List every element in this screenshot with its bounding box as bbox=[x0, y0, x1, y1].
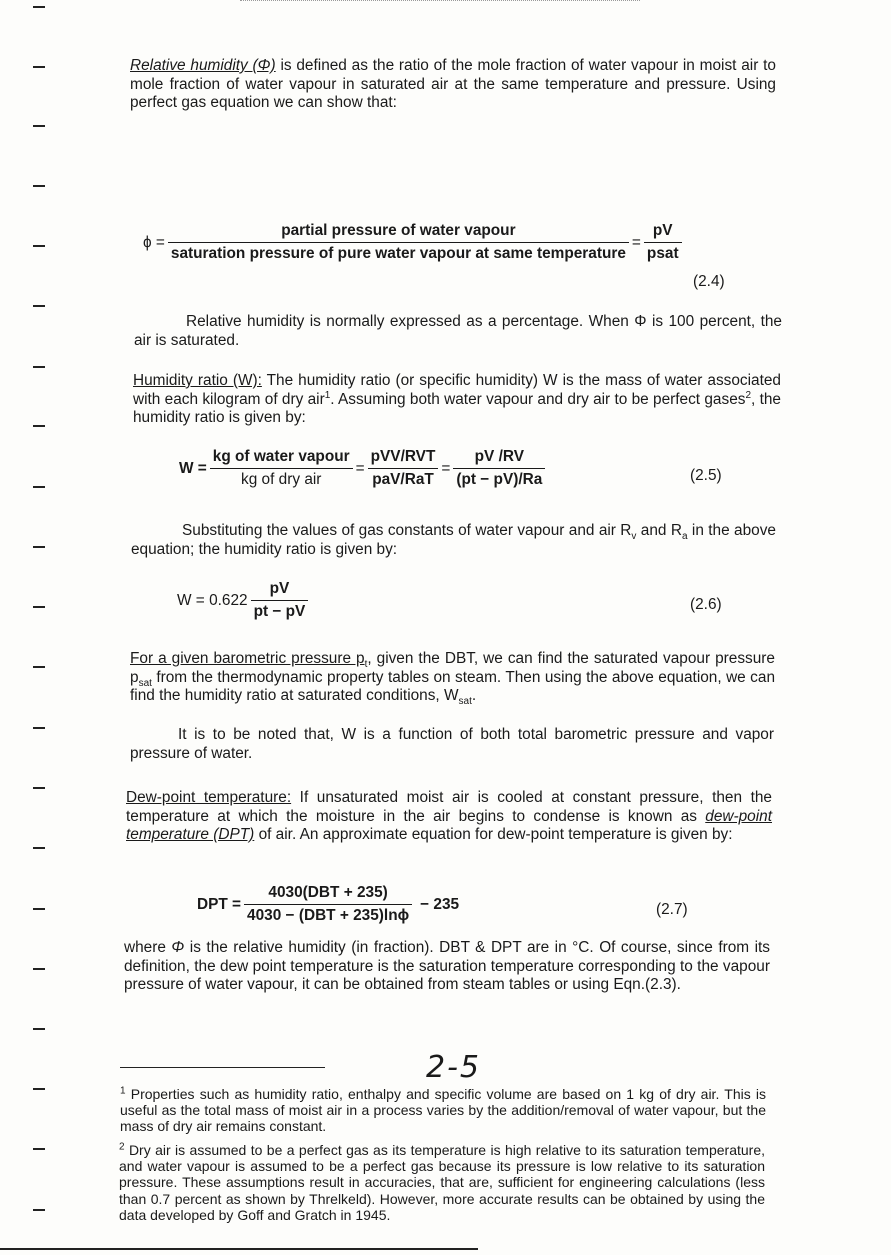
dew-point-text-a: If unsaturated moist air is cooled at constant pressure, then the temperature at which the moisture in the air begins to condense is known as bbox=[126, 789, 772, 825]
eq5-f1-numerator: kg of water vapour bbox=[210, 448, 353, 469]
humidity-ratio-paragraph bbox=[133, 372, 781, 428]
baro-sub-sat2: sat bbox=[458, 696, 472, 708]
margin-mark bbox=[33, 305, 45, 307]
eq4-fraction bbox=[168, 222, 629, 263]
eq5-fraction-3 bbox=[453, 448, 545, 489]
barometric-term-text: For a given barometric pressure p bbox=[130, 650, 365, 667]
relative-humidity-paragraph bbox=[130, 57, 776, 113]
where-paragraph bbox=[124, 939, 770, 995]
footnote-1 bbox=[120, 1086, 766, 1135]
footnote-ref-2: 2 bbox=[745, 389, 752, 401]
margin-mark bbox=[33, 1148, 45, 1150]
bottom-scan-edge bbox=[0, 1248, 478, 1250]
margin-mark bbox=[33, 366, 45, 368]
barometric-term-sub: t bbox=[364, 659, 368, 671]
eq4-ratio-numerator: pV bbox=[644, 222, 682, 243]
baro-text-a: , given the DBT, we can find the saturated vapour pressure p bbox=[130, 650, 775, 686]
dew-point-term: Dew-point temperature: bbox=[126, 789, 292, 806]
equation-2-7 bbox=[194, 884, 462, 925]
percentage-text-b: is 100 percent, the air is saturated. bbox=[134, 313, 782, 349]
humidity-ratio-text-a: The humidity ratio (or specific humidity) W is the mass of water associated with each kilogram of dry air bbox=[133, 372, 781, 408]
margin-mark bbox=[33, 1088, 45, 1090]
dew-point-paragraph bbox=[126, 789, 772, 845]
eq4-equals: = bbox=[631, 233, 641, 251]
margin-mark bbox=[33, 908, 45, 910]
humidity-ratio-term: Humidity ratio (W): bbox=[133, 372, 262, 389]
percentage-paragraph bbox=[134, 313, 782, 350]
footnote-1-mark: 1 bbox=[120, 1085, 126, 1097]
eq7-fraction bbox=[244, 884, 412, 925]
top-scan-edge bbox=[240, 0, 640, 3]
footnote-1-text: Properties such as humidity ratio, enthalpy and specific volume are based on 1 kg of dry air. This is useful as the total mass of moist air in a process varies by the addition/removal of water vapour, but the mass of dry air remains constant. bbox=[120, 1086, 766, 1135]
eq7-denominator: 4030 − (DBT + 235)lnϕ bbox=[247, 907, 410, 924]
margin-mark bbox=[33, 125, 45, 127]
eq5-equals-1: = bbox=[355, 459, 365, 477]
where-phi-symbol: Φ bbox=[171, 939, 185, 956]
margin-mark bbox=[33, 666, 45, 668]
eq5-f2-numerator: pVV/RVT bbox=[368, 448, 439, 469]
margin-mark bbox=[33, 1028, 45, 1030]
baro-text-b: from the thermodynamic property tables on steam. Then using the above equation, we can find the humidity ratio at saturated conditions, W bbox=[130, 668, 775, 704]
relative-humidity-term: Relative humidity (Φ) bbox=[130, 57, 276, 74]
where-text-a: where bbox=[124, 939, 172, 956]
footnote-ref-1: 1 bbox=[324, 389, 331, 401]
baro-text-c: . bbox=[471, 687, 477, 704]
equation-2-5 bbox=[176, 448, 545, 489]
eq4-denominator: saturation pressure of pure water vapour at same temperature bbox=[170, 245, 626, 262]
eq4-ratio-denominator: psat bbox=[646, 245, 679, 262]
eq5-fraction-1 bbox=[210, 448, 353, 489]
margin-mark bbox=[33, 486, 45, 488]
dew-point-term-2: dew-point temperature (DPT) bbox=[126, 807, 772, 843]
margin-mark bbox=[33, 847, 45, 849]
subst-text-a: Substituting the values of gas constants of water vapour and air R bbox=[182, 522, 632, 539]
eq6-number: (2.6) bbox=[690, 596, 722, 613]
margin-mark bbox=[33, 968, 45, 970]
margin-mark bbox=[33, 425, 45, 427]
margin-mark bbox=[33, 6, 45, 8]
eq6-lhs: W = 0.622 bbox=[177, 591, 248, 609]
eq4-number: (2.4) bbox=[693, 273, 725, 290]
humidity-ratio-text-c: , the humidity ratio is given by: bbox=[133, 390, 781, 426]
eq4-numerator: partial pressure of water vapour bbox=[168, 222, 629, 243]
margin-mark bbox=[33, 185, 45, 187]
percentage-text-a: Relative humidity is normally expressed as a percentage. When bbox=[186, 313, 635, 330]
eq7-tail: − 235 bbox=[420, 895, 460, 913]
eq5-f3-denominator: (pt − pV)/Ra bbox=[456, 471, 543, 488]
margin-mark bbox=[33, 787, 45, 789]
phi-symbol: Φ bbox=[634, 313, 647, 330]
relative-humidity-text: is defined as the ratio of the mole fraction of water vapour in moist air to mole fraction of water vapour in saturated air at the same temperature and pressure. Using perfect gas equation we can show that: bbox=[130, 57, 776, 111]
dew-point-text-b: of air. An approximate equation for dew-point temperature is given by: bbox=[254, 826, 733, 843]
eq5-equals-2: = bbox=[441, 459, 451, 477]
eq5-fraction-2 bbox=[368, 448, 439, 489]
margin-mark bbox=[33, 245, 45, 247]
barometric-term bbox=[130, 650, 368, 671]
eq7-lhs: DPT = bbox=[197, 895, 242, 913]
eq6-numerator: pV bbox=[251, 580, 309, 601]
margin-mark bbox=[33, 1209, 45, 1211]
baro-sub-sat: sat bbox=[138, 677, 152, 689]
where-text-b: is the relative humidity (in fraction). DBT & DPT are in °C. Of course, since from its definition, the dew point temperature is the saturation temperature corresponding to the vapour pressure of water vapour, it can be obtained from steam tables or using Eqn.(2.3). bbox=[124, 939, 770, 993]
humidity-ratio-text-b: . Assuming both water vapour and dry air to be perfect gases bbox=[330, 390, 746, 408]
subst-sub-a: a bbox=[681, 531, 688, 543]
eq4-lhs: ϕ = bbox=[143, 233, 165, 251]
margin-mark bbox=[33, 727, 45, 729]
subst-sub-v: v bbox=[631, 531, 637, 543]
barometric-paragraph bbox=[130, 650, 775, 706]
eq5-number: (2.5) bbox=[690, 467, 722, 484]
eq7-number: (2.7) bbox=[656, 901, 688, 918]
subst-text-b: and R bbox=[636, 522, 682, 539]
footnote-2 bbox=[119, 1142, 765, 1223]
equation-2-4 bbox=[140, 222, 682, 263]
subst-text-c: in the above equation; the humidity ratio is given by: bbox=[131, 522, 776, 558]
footnote-rule bbox=[120, 1067, 325, 1068]
substituting-paragraph bbox=[131, 522, 776, 559]
eq6-denominator: pt − pV bbox=[253, 603, 306, 620]
note-paragraph: It is to be noted that, W is a function of both total barometric pressure and vapor pressure of water. bbox=[130, 726, 774, 762]
eq5-lhs: W = bbox=[179, 459, 207, 477]
eq5-f3-numerator: pV /RV bbox=[453, 448, 545, 469]
eq7-numerator: 4030(DBT + 235) bbox=[244, 884, 412, 905]
eq5-f2-denominator: paV/RaT bbox=[372, 471, 434, 488]
page-number: 2-5 bbox=[426, 1050, 481, 1085]
eq6-fraction bbox=[251, 580, 309, 621]
eq4-ratio bbox=[644, 222, 682, 263]
equation-2-6 bbox=[174, 580, 308, 621]
footnote-2-mark: 2 bbox=[119, 1141, 125, 1153]
margin-mark bbox=[33, 66, 45, 68]
eq5-f1-denominator: kg of dry air bbox=[241, 471, 322, 488]
margin-mark bbox=[33, 546, 45, 548]
margin-mark bbox=[33, 606, 45, 608]
footnote-2-text: Dry air is assumed to be a perfect gas as its temperature is high relative to its saturation temperature, and water vapour is assumed to be a perfect gas because its pressure is low relative to its saturation pressure. These assumptions result in accuracies, that are, sufficient for engineering calculations (less than 0.7 percent as shown by Threlkeld). However, more accurate results can be obtained by using the data developed by Goff and Gratch in 1945. bbox=[119, 1142, 765, 1223]
